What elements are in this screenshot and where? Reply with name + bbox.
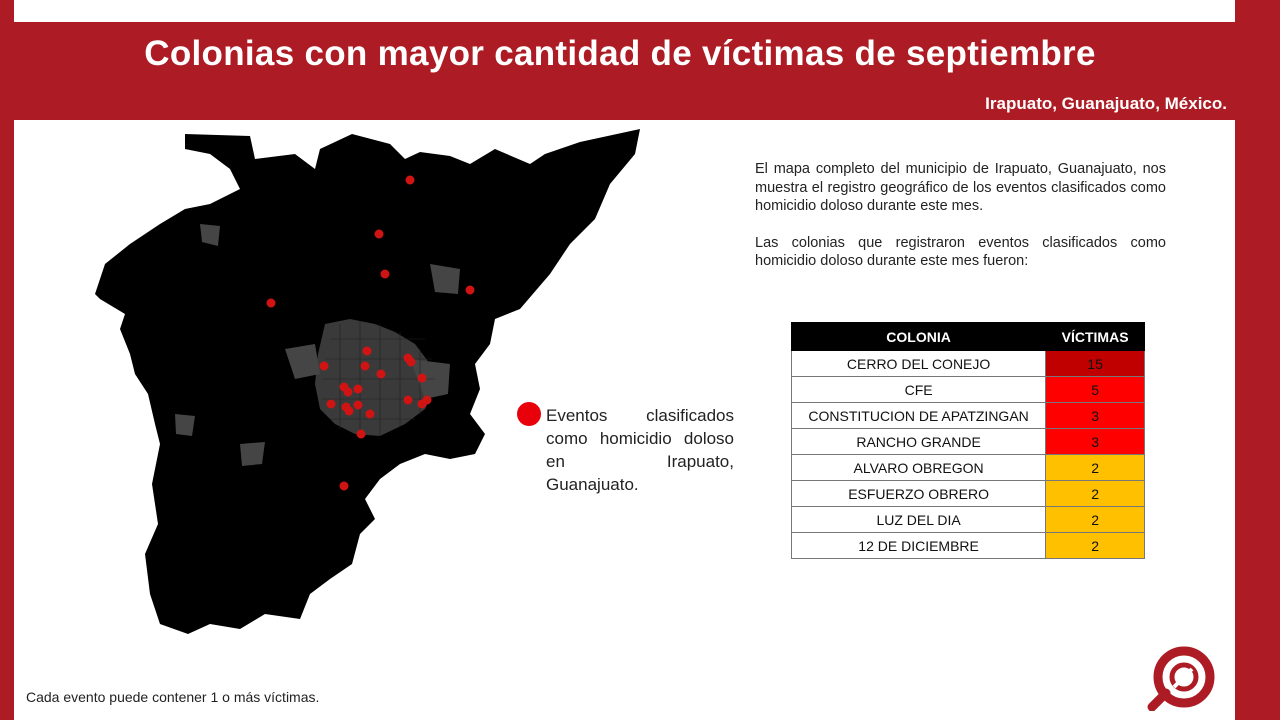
victims-cell: 2 — [1046, 533, 1145, 559]
victims-cell: 5 — [1046, 377, 1145, 403]
victims-cell: 2 — [1046, 455, 1145, 481]
location-subtitle: Irapuato, Guanajuato, México. — [985, 94, 1227, 113]
description-paragraph-1: El mapa completo del municipio de Irapuato, Guanajuato, nos muestra el registro geográfico de los eventos clasificados como homicidio doloso durante este mes. — [755, 161, 1166, 214]
table-row — [792, 455, 1145, 481]
table-row — [792, 403, 1145, 429]
victims-cell: 3 — [1046, 403, 1145, 429]
colonia-cell: LUZ DEL DIA — [792, 507, 1046, 533]
description-paragraph-2: Las colonias que registraron eventos clasificados como homicidio doloso durante este mes fueron: — [755, 234, 1166, 269]
colonia-cell: CERRO DEL CONEJO — [792, 351, 1046, 377]
victims-cell: 2 — [1046, 507, 1145, 533]
footnote: Cada evento puede contener 1 o más víctimas. — [26, 689, 320, 705]
brand-logo-icon — [1144, 645, 1220, 711]
victims-table — [791, 322, 1145, 559]
table-row — [792, 533, 1145, 559]
colonia-cell: CONSTITUCION DE APATZINGAN — [792, 403, 1046, 429]
legend-marker — [517, 402, 541, 426]
colonia-cell: ALVARO OBREGON — [792, 455, 1046, 481]
table-row — [792, 429, 1145, 455]
irapuato-municipality-map — [90, 124, 650, 644]
header-colonia: COLONIA — [792, 323, 1046, 351]
colonia-cell: ESFUERZO OBRERO — [792, 481, 1046, 507]
colonia-cell: RANCHO GRANDE — [792, 429, 1046, 455]
table-row — [792, 377, 1145, 403]
top-strip — [0, 0, 1280, 22]
legend-label: Eventos clasificados como homicidio doloso en Irapuato, Guanajuato. — [546, 406, 734, 494]
table-row — [792, 507, 1145, 533]
table-row — [792, 481, 1145, 507]
description — [755, 160, 1166, 289]
victims-cell: 2 — [1046, 481, 1145, 507]
table-row — [792, 351, 1145, 377]
header-victimas: VÍCTIMAS — [1046, 323, 1145, 351]
victims-cell: 15 — [1046, 351, 1145, 377]
colonia-cell: CFE — [792, 377, 1046, 403]
page-title: Colonias con mayor cantidad de víctimas de septiembre — [144, 34, 1096, 73]
victims-cell: 3 — [1046, 429, 1145, 455]
table-header-row — [792, 323, 1145, 351]
right-accent-bar — [1235, 0, 1280, 720]
colonia-cell: 12 DE DICIEMBRE — [792, 533, 1046, 559]
